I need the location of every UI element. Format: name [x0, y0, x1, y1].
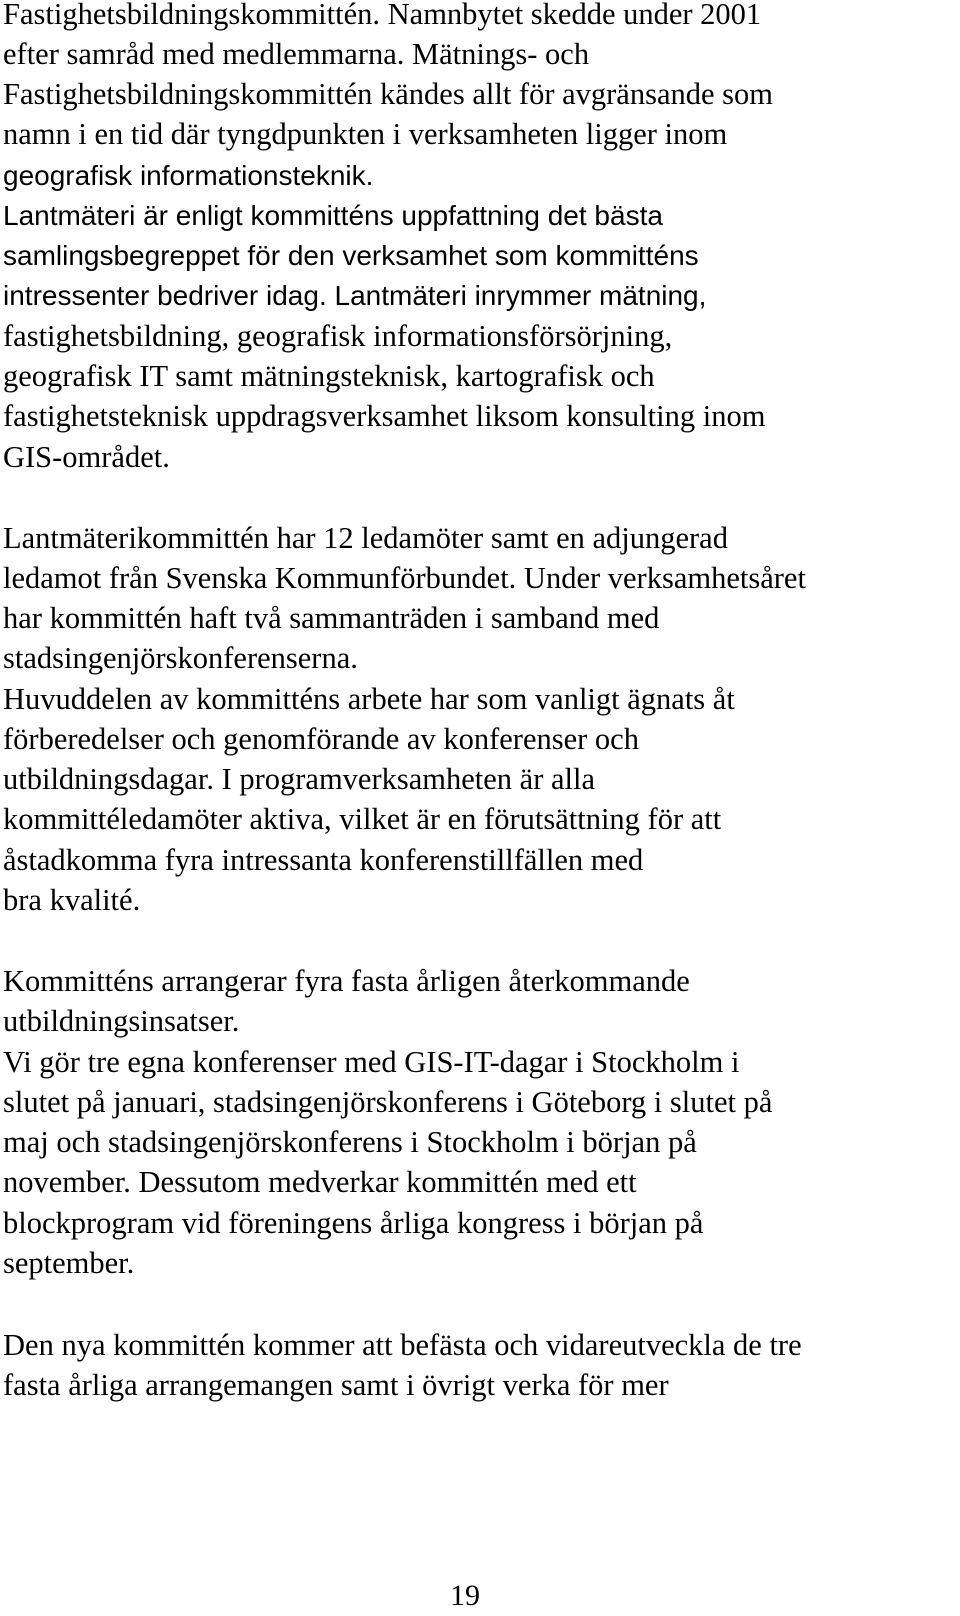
- text-line: fasta årliga arrangemangen samt i övrigt verka för mer: [3, 1368, 669, 1402]
- text-line: fastighetsteknisk uppdragsverksamhet liksom konsulting inom: [3, 399, 766, 433]
- text-line: utbildningsinsatser.: [3, 1004, 240, 1038]
- text-line: geografisk informationsteknik.: [3, 160, 374, 191]
- text-line: Lantmäterikommittén har 12 ledamöter samt en adjungerad: [3, 521, 728, 555]
- text-line: namn i en tid där tyngdpunkten i verksamheten ligger inom: [3, 117, 728, 151]
- text-line: Den nya kommittén kommer att befästa och vidareutveckla de tre: [3, 1328, 802, 1362]
- text-line: ledamot från Svenska Kommunförbundet. Under verksamhetsåret: [3, 561, 806, 595]
- text-line: stadsingenjörskonferenserna.: [3, 641, 358, 675]
- page-number: 19: [450, 1579, 480, 1612]
- text-line: geografisk IT samt mätningsteknisk, kartografisk och: [3, 359, 655, 393]
- text-line: maj och stadsingenjörskonferens i Stockholm i början på: [3, 1125, 697, 1159]
- text-line: har kommittén haft två sammanträden i samband med: [3, 601, 660, 635]
- text-line: åstadkomma fyra intressanta konferenstillfällen med: [3, 843, 644, 877]
- text-line: utbildningsdagar. I programverksamheten är alla: [3, 762, 596, 796]
- text-line: intressenter bedriver idag. Lantmäteri inrymmer mätning,: [3, 280, 707, 311]
- text-line: Fastighetsbildningskommittén kändes allt för avgränsande som: [3, 77, 774, 111]
- text-line: Huvuddelen av kommitténs arbete har som vanligt ägnats åt: [3, 682, 735, 716]
- text-line: slutet på januari, stadsingenjörskonferens i Göteborg i slutet på: [3, 1085, 773, 1119]
- text-line: Lantmäteri är enligt kommitténs uppfattning det bästa: [3, 200, 663, 231]
- text-line: september.: [3, 1246, 135, 1280]
- text-line: blockprogram vid föreningens årliga kongress i början på: [3, 1206, 704, 1240]
- text-line: GIS-området.: [3, 440, 170, 474]
- text-line: kommittéledamöter aktiva, vilket är en förutsättning för att: [3, 802, 722, 836]
- text-line: samlingsbegreppet för den verksamhet som kommitténs: [3, 240, 699, 271]
- text-line: efter samråd med medlemmarna. Mätnings- och: [3, 37, 590, 71]
- text-line: Vi gör tre egna konferenser med GIS-IT-dagar i Stockholm i: [3, 1045, 740, 1079]
- text-line: Kommitténs arrangerar fyra fasta årligen återkommande: [3, 964, 690, 998]
- text-line: november. Dessutom medverkar kommittén med ett: [3, 1165, 637, 1199]
- text-line: Fastighetsbildningskommittén. Namnbytet skedde under 2001: [3, 0, 762, 31]
- text-line: fastighetsbildning, geografisk informationsförsörjning,: [3, 319, 673, 353]
- text-line: förberedelser och genomförande av konferenser och: [3, 722, 639, 756]
- text-line: bra kvalité.: [3, 883, 141, 917]
